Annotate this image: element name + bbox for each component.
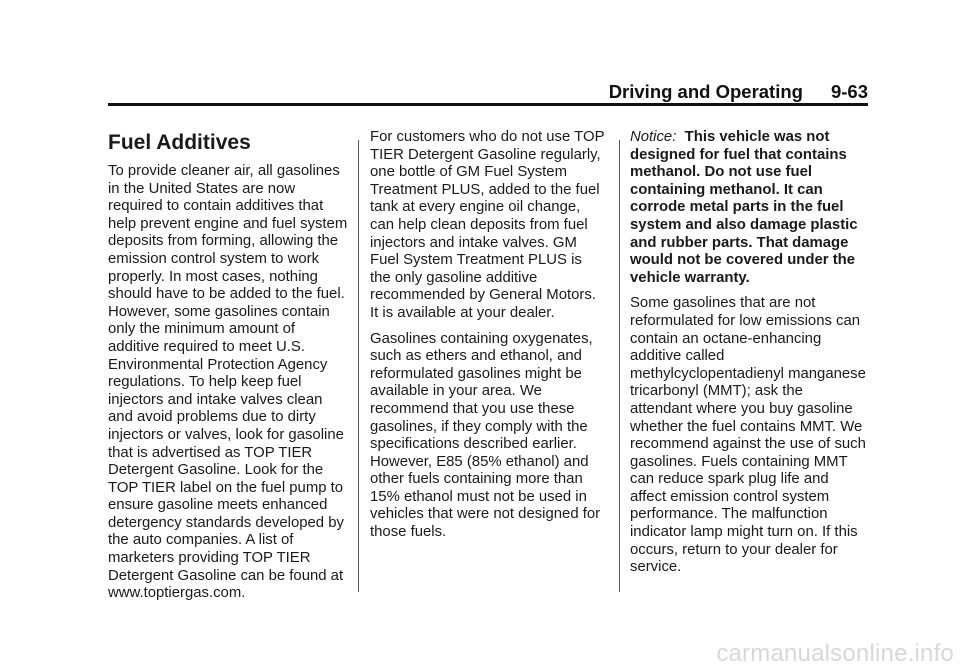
notice-text: This vehicle was not designed for fuel that contains methanol. Do not use fuel containing methanol. It can corrode metal parts in the fuel system and also damage plastic and rubber parts. That damage would not be covered under the vehicle warranty. xyxy=(630,129,858,286)
paragraph: Some gasolines that are not reformulated for low emissions can contain an octane-enhancing additive called methylcyclopentadienyl manganese tricarbonyl (MMT); ask the attendant where you buy gasoline whether the fuel contains MMT. We recommend against the use of such gasolines. Fuels containing MMT can reduce spark plug life and affect emission control system performance. The malfunction indicator lamp might turn on. If this occurs, return to your dealer for service. xyxy=(630,295,866,576)
column-divider xyxy=(619,140,620,592)
paragraph: Gasolines containing oxygenates, such as ethers and ethanol, and reformulated gasolines might be available in your area. We recommend that you use these gasolines, if they comply with the specifications described earlier. However, E85 (85% ethanol) and other fuels containing more than 15% ethanol must not be used in vehicles that were not designed for those fuels. xyxy=(370,330,601,541)
header-section-title: Driving and Operating xyxy=(608,81,803,102)
column-3 xyxy=(630,129,868,585)
paragraph: To provide cleaner air, all gasolines in the United States are now required to contain additives that help prevent engine and fuel system deposits from forming, allowing the emission control system to work properly. In most cases, nothing should have to be added to the fuel. However, some gasolines contain only the minimum amount of additive required to meet U.S. Environmental Protection Agency regulations. To help keep fuel injectors and intake valves clean and avoid problems due to dirty injectors or valves, look for gasoline that is advertised as TOP TIER Detergent Gasoline. Look for the TOP TIER label on the fuel pump to ensure gasoline meets enhanced detergency standards developed by the auto companies. A list of marketers providing TOP TIER Detergent Gasoline can be found at www.toptiergas.com. xyxy=(108,163,348,602)
notice-label: Notice: xyxy=(630,129,677,145)
watermark-logo: carmanualsonline.info xyxy=(716,640,954,667)
header-rule xyxy=(108,103,868,106)
header-page-number: 9-63 xyxy=(830,81,868,102)
section-title: Fuel Additives xyxy=(108,131,251,154)
notice xyxy=(630,129,868,287)
column-divider xyxy=(358,140,359,592)
paragraph: For customers who do not use TOP TIER Detergent Gasoline regularly, one bottle of GM Fuel System Treatment PLUS, added to the fuel tank at every engine oil change, can help clean deposits from fuel injectors and intake valves. GM Fuel System Treatment PLUS is the only gasoline additive recommended by General Motors. It is available at your dealer. xyxy=(370,129,605,321)
page-header xyxy=(108,81,868,105)
column-2 xyxy=(370,129,606,550)
column-1 xyxy=(108,131,348,611)
